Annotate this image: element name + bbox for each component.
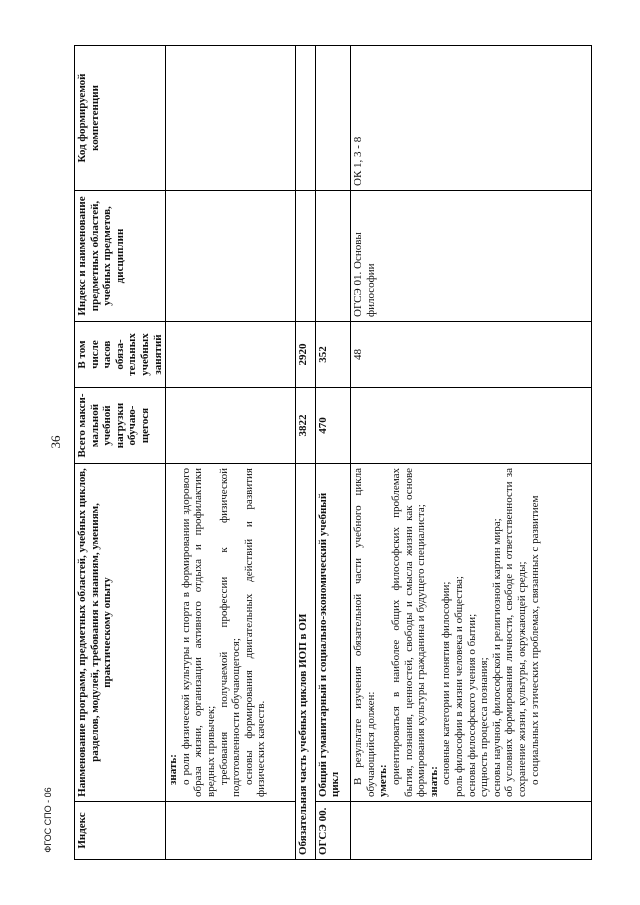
header-total-max: Всего макси-мальной учебной нагрузки обучаю-щегося: [75, 388, 166, 464]
intro-text: В результате изучения обязательной части учебного цикла обучающийся должен:: [352, 468, 377, 797]
know-item: сущность процесса познания;: [478, 657, 491, 797]
cell-empty: [166, 322, 296, 388]
curriculum-table: [74, 45, 592, 860]
know-label: знать:: [167, 754, 180, 785]
table-row-total: [296, 46, 316, 860]
cell-empty: [166, 388, 296, 464]
know-item: основы формирования двигательных действий и развития физических качеств.: [242, 468, 268, 797]
cycle-classes-value: 352: [315, 322, 350, 388]
cycle-total-value: 470: [315, 388, 350, 464]
know-item: основы философского учения о бытии;: [465, 613, 478, 797]
know-label: знать:: [427, 766, 440, 797]
header-subject-index: Индекс и наименование предметных областей, учебных предметов, дисциплин: [75, 191, 166, 322]
can-label: уметь:: [377, 764, 390, 797]
table-header-row: [75, 46, 166, 860]
cell-empty: [166, 46, 296, 191]
cell-empty: [166, 191, 296, 322]
table-row-cycle: [315, 46, 350, 860]
cell-subject-requirements: [351, 464, 592, 802]
subject-name: ОГСЭ 01. Основы философии: [351, 191, 592, 322]
page-number: 36: [48, 435, 63, 449]
total-max-value: 3822: [296, 388, 316, 464]
cycle-name: Общий гуманитарный и социально-экономический учебный цикл: [315, 464, 350, 802]
cell-empty: [296, 191, 316, 322]
subject-competence: ОК 1, 3 - 8: [351, 46, 592, 191]
subject-classes-value: 48: [351, 322, 592, 388]
know-item: основные категории и понятия философии;: [440, 581, 453, 785]
footer-code: ФГОС СПО - 06: [43, 787, 53, 853]
know-item: роль философии в жизни человека и общества;: [452, 576, 465, 797]
table-row-subject: [351, 46, 592, 860]
cell-empty: [315, 191, 350, 322]
can-item: ориентироваться в наиболее общих философских проблемах бытия, познания, ценностей, свободы и смысла жизни как основе формирования культуры гражданина и будущего специалиста;: [390, 468, 428, 797]
know-item: о социальных и этических проблемах, связанных с развитием: [528, 495, 541, 785]
know-item: основы научной, философской и религиозной картин мира;: [490, 518, 503, 797]
cell-continued-text: [166, 464, 296, 802]
cell-empty: [351, 802, 592, 860]
cell-empty: [166, 802, 296, 860]
header-name: Наименование программ, предметных областей, учебных циклов, разделов, модулей, требования к знаниям, умениям, практическому опыту: [75, 464, 166, 802]
header-incl-classes: В том числе часов обяза-тельных учебных занятий: [75, 322, 166, 388]
cycle-index: ОГСЭ 00.: [315, 802, 350, 860]
total-label: Обязательная часть учебных циклов ИОП в ОИ: [296, 464, 316, 860]
know-item: о роли физической культуры и спорта в формировании здорового образа жизни, организации активного отдыха и профилактики вредных привычек;: [179, 468, 217, 797]
cell-empty: [296, 46, 316, 191]
table-row-continued: [166, 46, 296, 860]
total-classes-value: 2920: [296, 322, 316, 388]
know-item: требования получаемой профессии к физической подготовленности обучающегося;: [217, 468, 243, 797]
know-item: об условиях формирования личности, свободе и ответственности за сохранение жизни, культуры, окружающей среды;: [503, 468, 528, 797]
header-competence: Код формируемой компетенции: [75, 46, 166, 191]
header-index: Индекс: [75, 802, 166, 860]
cell-empty: [351, 388, 592, 464]
rotated-table-container: [74, 46, 592, 860]
cell-empty: [315, 46, 350, 191]
